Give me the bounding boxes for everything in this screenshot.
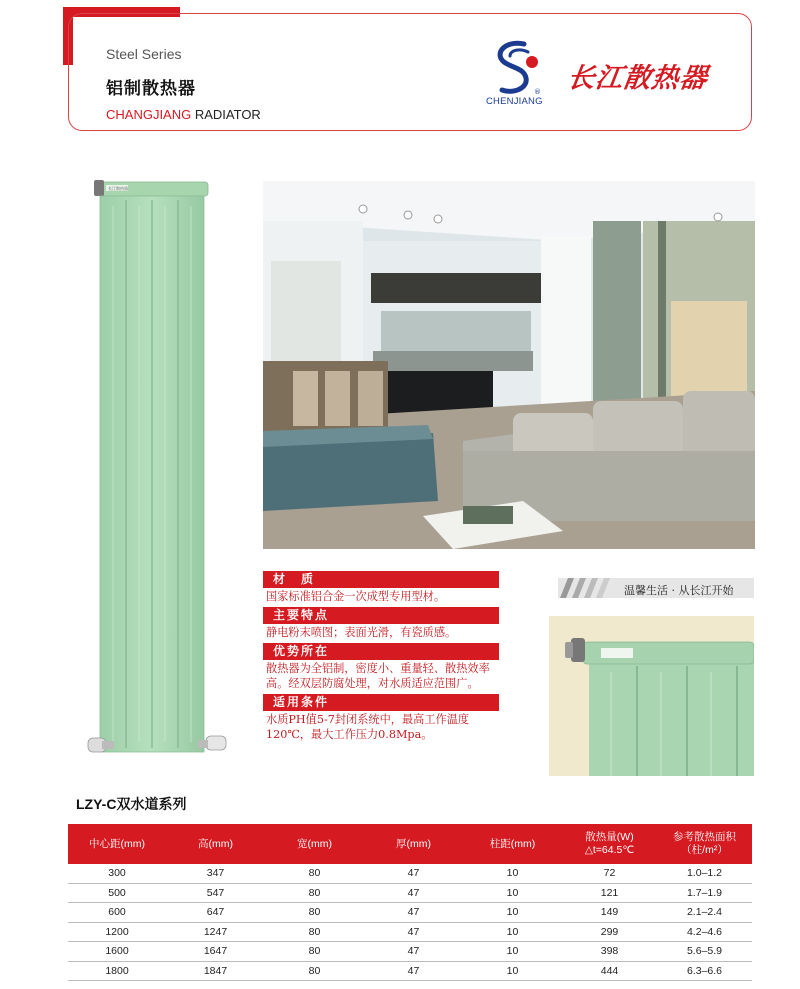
feature-heading: 适用条件 bbox=[263, 694, 499, 711]
table-header-row bbox=[68, 824, 752, 864]
table-row: 500 547 80 47 10 121 1.7–1.9 bbox=[68, 883, 752, 903]
table-row: 300 347 80 47 10 72 1.0–1.2 bbox=[68, 864, 752, 883]
page-subtitle bbox=[106, 107, 261, 122]
interior-photo bbox=[263, 181, 755, 549]
brand-logo-icon bbox=[490, 38, 542, 96]
feature-item-conditions bbox=[263, 694, 499, 742]
feature-item-characteristics bbox=[263, 607, 499, 640]
header-width: 宽(mm) bbox=[265, 824, 364, 864]
brand-name: 长江散热器 bbox=[565, 63, 710, 94]
tagline-text: 温馨生活 · 从长江开始 bbox=[624, 584, 734, 597]
header-heat-output: 散热量(W) △t=64.5℃ bbox=[562, 824, 657, 864]
feature-text: 静电粉末喷图；表面光滑，有瓷质感。 bbox=[266, 626, 457, 639]
header-center-distance: 中心距(mm) bbox=[68, 824, 166, 864]
logo-wordmark: CHENJIANG bbox=[486, 96, 543, 107]
feature-heading: 主要特点 bbox=[263, 607, 499, 624]
feature-text: 国家标准铝合金一次成型专用型材。 bbox=[266, 590, 446, 603]
radiator-label: 长江散热器 bbox=[108, 186, 128, 191]
table-title: LZY-C双水道系列 bbox=[76, 796, 187, 812]
spec-table bbox=[68, 824, 752, 981]
stripe-decoration-icon bbox=[558, 578, 616, 598]
feature-heading: 优势所在 bbox=[263, 643, 499, 660]
feature-item-advantages bbox=[263, 643, 499, 691]
table-row: 600 647 80 47 10 149 2.1–2.4 bbox=[68, 903, 752, 923]
svg-text:®: ® bbox=[534, 88, 541, 96]
subtitle-brand: CHANGJIANG bbox=[106, 107, 192, 122]
feature-text: 水质PH值5-7封闭系统中，最高工作温度120℃，最大工作压力0.8Mpa。 bbox=[266, 713, 470, 741]
table-row: 1200 1247 80 47 10 299 4.2–4.6 bbox=[68, 922, 752, 942]
header-thickness: 厚(mm) bbox=[364, 824, 463, 864]
subtitle-rest: RADIATOR bbox=[191, 107, 261, 122]
feature-list bbox=[263, 571, 499, 745]
header-height: 高(mm) bbox=[166, 824, 265, 864]
feature-heading: 材 质 bbox=[263, 571, 499, 588]
feature-text: 散热器为全铝制，密度小、重量轻、散热效率高。经双层防腐处理，对水质适应范围广。 bbox=[266, 662, 490, 690]
radiator-closeup-image bbox=[549, 616, 754, 776]
header-area: 参考散热面积 （柱/m²） bbox=[657, 824, 752, 864]
header-column-spacing: 柱距(mm) bbox=[463, 824, 562, 864]
feature-item-material bbox=[263, 571, 499, 604]
page-title: 铝制散热器 bbox=[106, 79, 196, 99]
table-row: 1600 1647 80 47 10 398 5.6–5.9 bbox=[68, 942, 752, 962]
table-row: 1800 1847 80 47 10 444 6.3–6.6 bbox=[68, 961, 752, 981]
radiator-product-image bbox=[80, 176, 230, 766]
series-label: Steel Series bbox=[106, 46, 182, 62]
